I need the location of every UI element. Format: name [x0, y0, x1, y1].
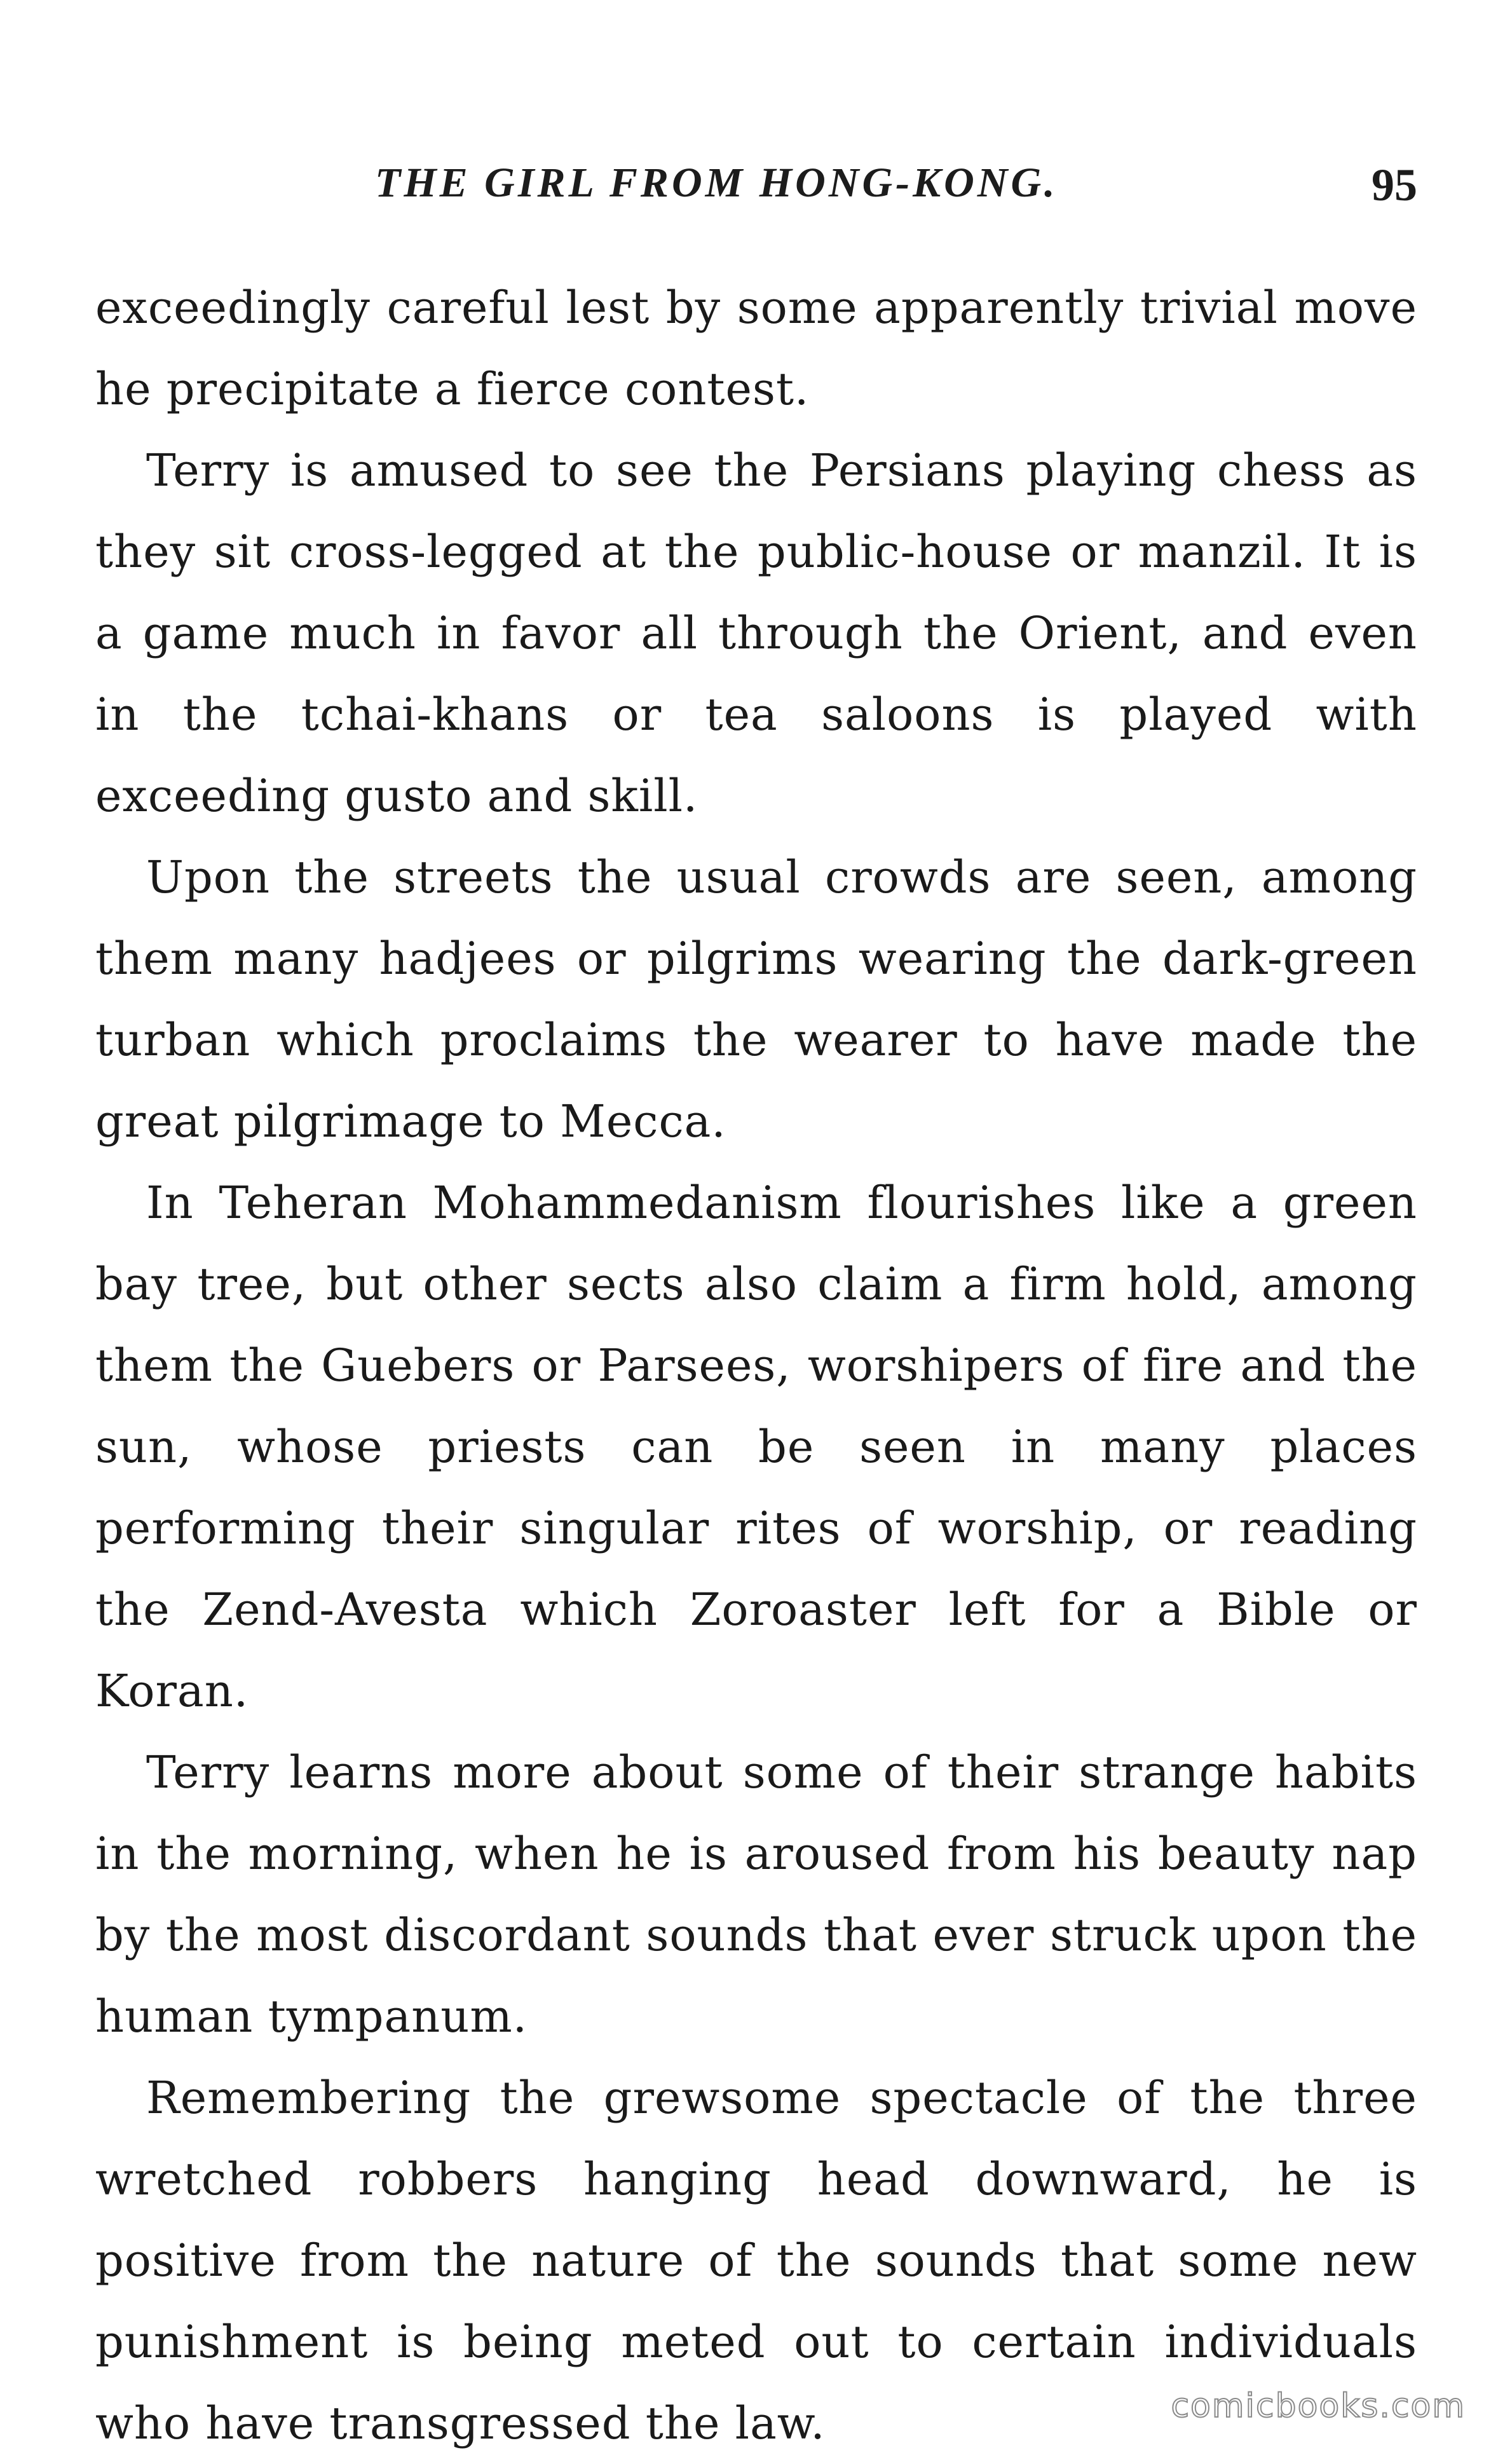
paragraph-streets: Upon the streets the usual crowds are seen, among them many hadjees or pilgrims wearing the dark-green turban which proclaims the wearer to have made the great pilgrimage to Mecca.	[95, 851, 1417, 1147]
paragraph-robbers: Remembering the grewsome spectacle of the three wretched robbers hanging head downward, he is positive from the nature of the sounds that some new punishment is being meted out to certain individuals who have transgressed the law.	[95, 2072, 1417, 2449]
paragraph-teheran: In Teheran Mohammedanism flourishes like a green bay tree, but other sects also claim a firm hold, among them the Guebers or Parsees, worshipers of fire and the sun, whose priests can be seen in many places performing their singular rites of worship, or reading the Zend-Avesta which Zoroaster left for a Bible or Koran.	[95, 1177, 1417, 1717]
paragraph-morning: Terry learns more about some of their strange habits in the morning, when he is aroused from his beauty nap by the most discordant sounds that ever struck upon the human tympanum.	[95, 1746, 1417, 2043]
watermark: comicbooks.com	[1171, 2387, 1466, 2425]
paragraph-chess: Terry is amused to see the Persians playing chess as they sit cross-legged at the public-house or manzil. It is a game much in favor all through the Orient, and even in the tchai-khans or tea saloons is played with exceeding gusto and skill.	[95, 444, 1417, 822]
running-head	[95, 159, 1417, 229]
page-number: 95	[1372, 160, 1417, 210]
body-text	[95, 267, 1417, 2464]
paragraph-continued: exceedingly careful lest by some apparently trivial move he precipitate a fierce contest.	[95, 282, 1417, 415]
running-title: THE GIRL FROM HONG-KONG.	[375, 160, 1058, 206]
